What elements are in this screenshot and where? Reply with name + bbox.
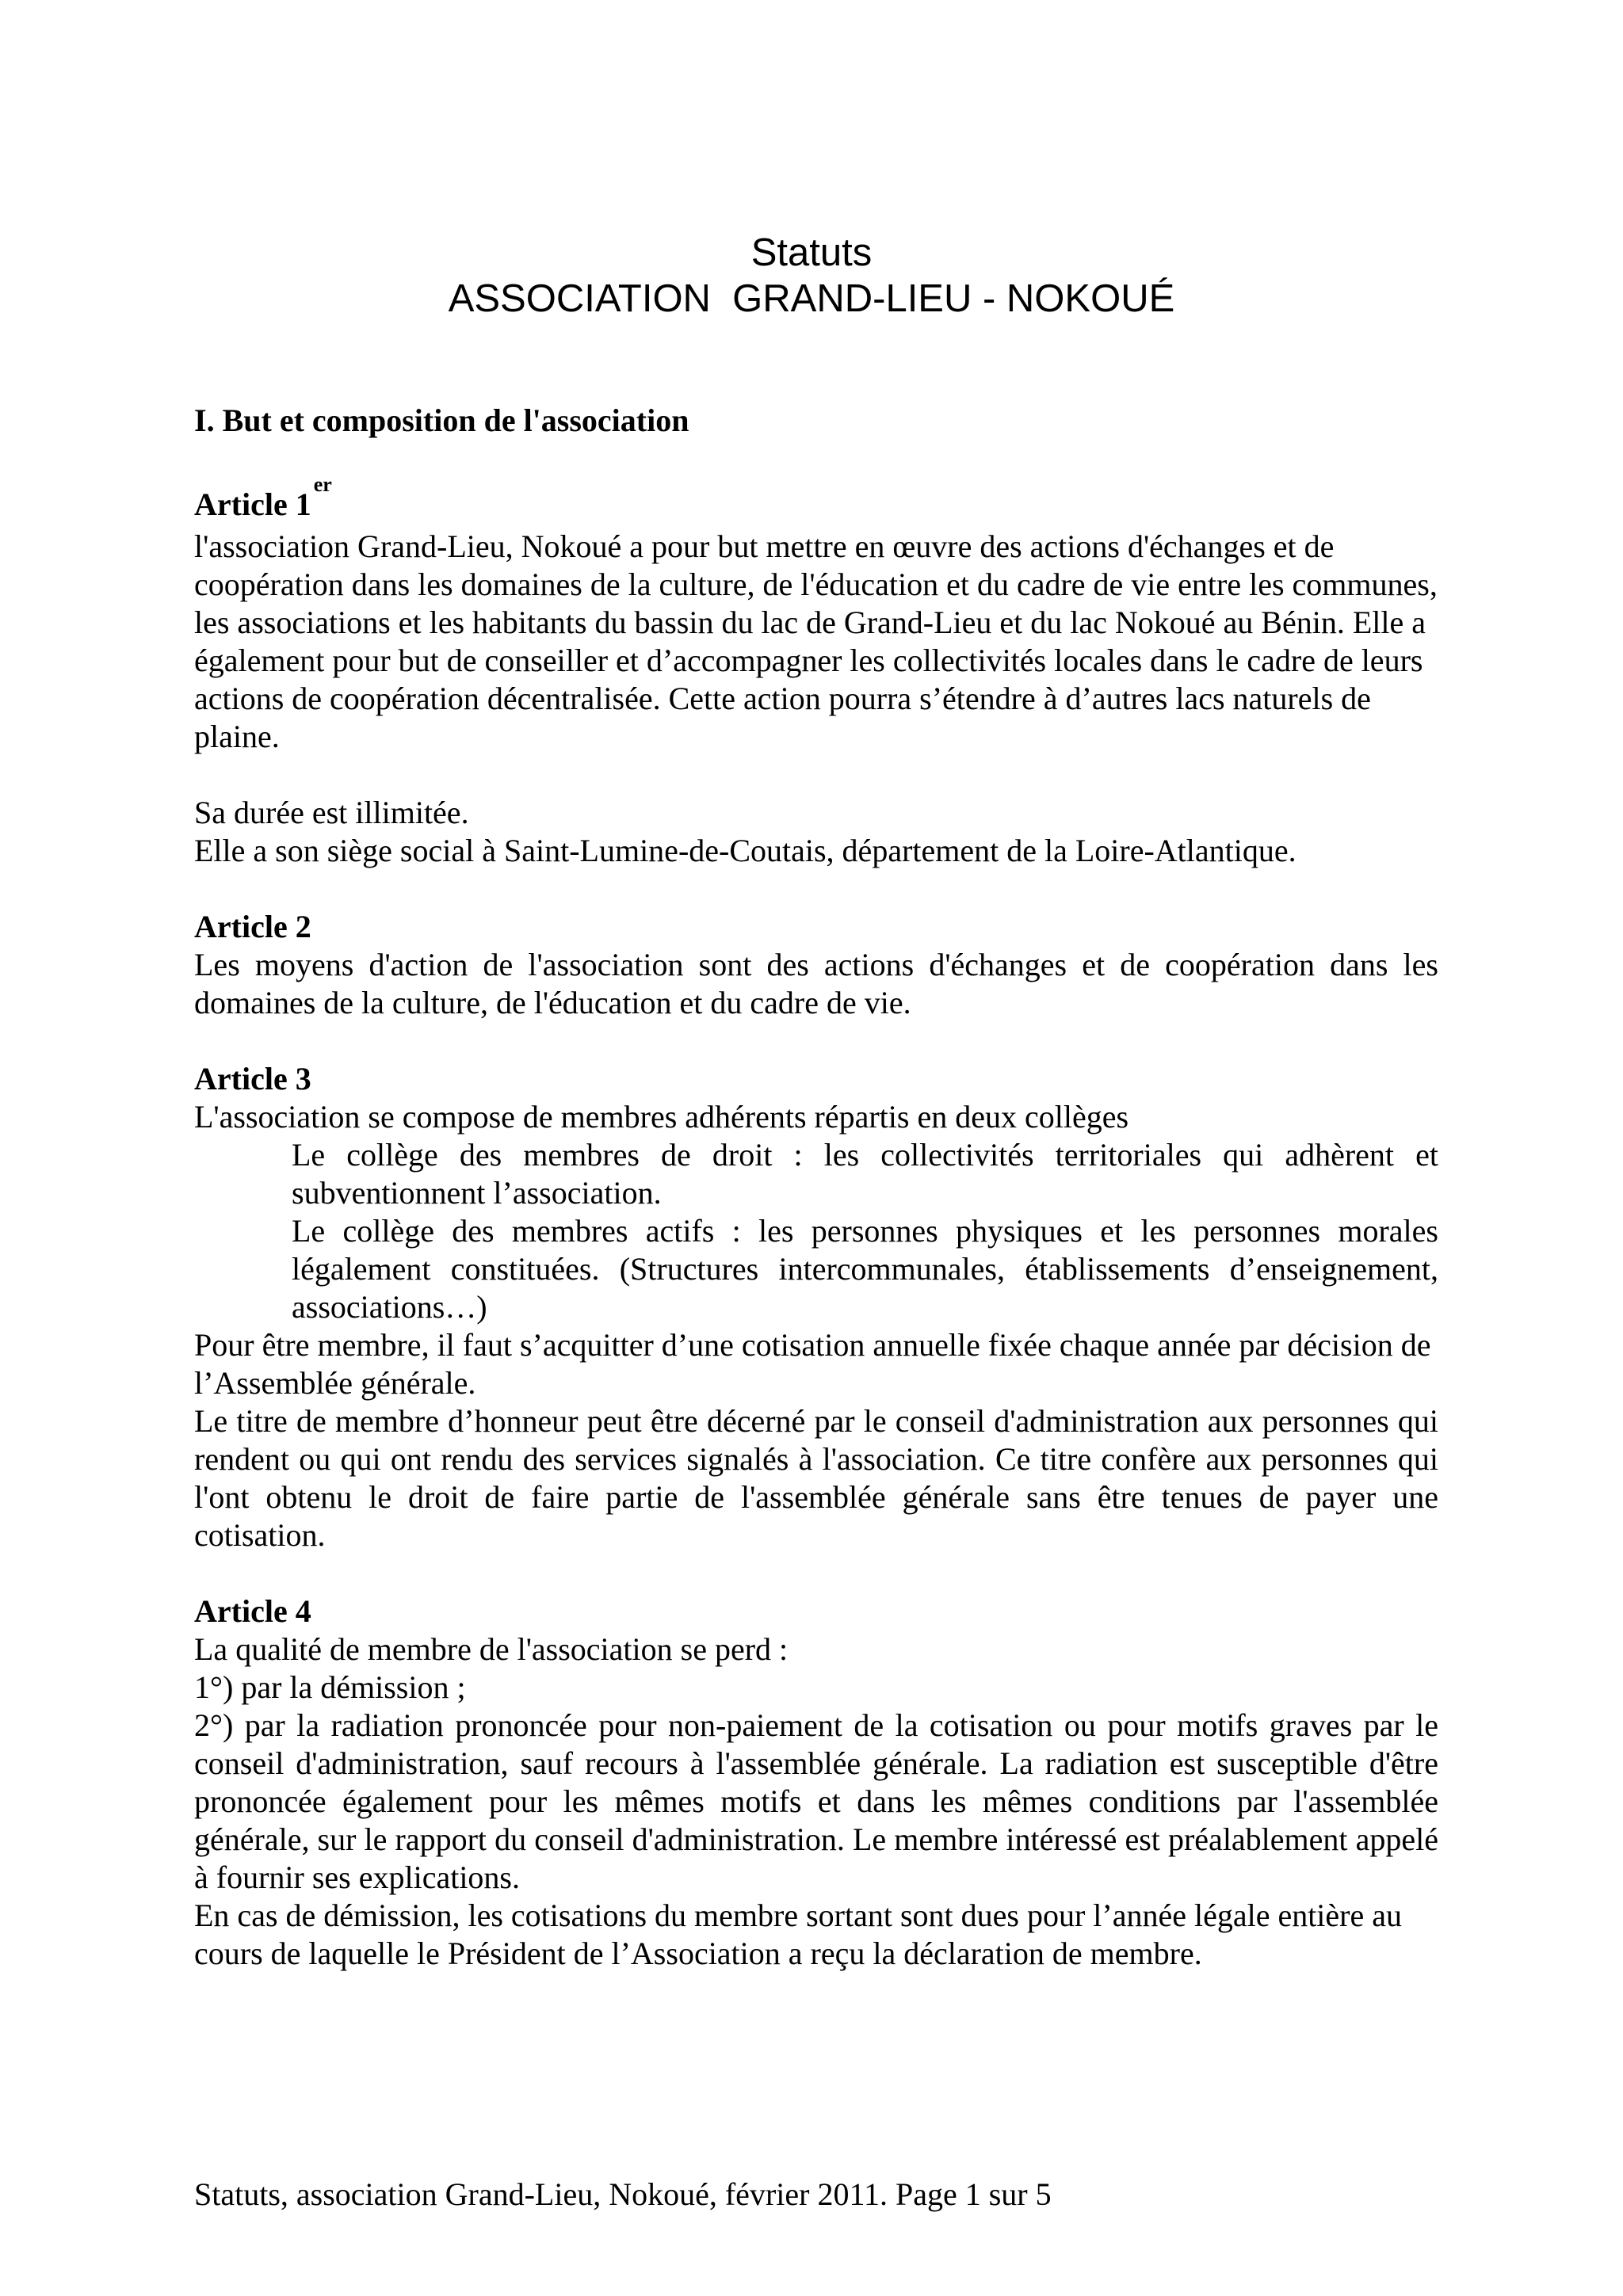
- document-title: [0, 230, 1623, 322]
- article-3-college-droit: Le collège des membres de droit : les collectivités territoriales qui adhèrent et subventionnent l’association.: [292, 1137, 1438, 1211]
- article-3-intro: L'association se compose de membres adhérents répartis en deux collèges: [194, 1099, 1129, 1135]
- article-3-college-actifs: Le collège des membres actifs : les personnes physiques et les personnes morales légalement constituées. (Structures intercommunales, établissements d’enseignement, associations…): [292, 1213, 1438, 1325]
- article-4-heading: Article 4: [194, 1593, 311, 1629]
- article-1-heading-sup: er: [313, 473, 332, 496]
- article-3-honneur: Le titre de membre d’honneur peut être décerné par le conseil d'administration aux personnes qui rendent ou qui ont rendu des services signalés à l'association. Ce titre confère aux personnes qui l'ont obtenu le droit de faire partie de l'assemblée générale sans être tenues de payer une cotisation.: [194, 1403, 1438, 1553]
- title-line-association: ASSOCIATION GRAND-LIEU - NOKOUÉ: [448, 277, 1175, 320]
- document-body: [194, 402, 1438, 1973]
- article-3: [194, 1060, 1438, 1554]
- article-4-demission: En cas de démission, les cotisations du membre sortant sont dues pour l’année légale entière au cours de laquelle le Président de l’Association a reçu la déclaration de membre.: [194, 1897, 1403, 1971]
- article-1-paragraph: l'association Grand-Lieu, Nokoué a pour but mettre en œuvre des actions d'échanges et de coopération dans les domaines de la culture, de l'éducation et du cadre de vie entre les communes, les associations et les habitants du bassin du lac de Grand-Lieu et du lac Nokoué au Bénin. Elle a également pour but de conseiller et d’accompagner les collectivités locales dans le cadre de leurs actions de coopération décentralisée. Cette action pourra s’étendre à d’autres lacs naturels de plaine.: [194, 528, 1438, 754]
- article-4-item-1: 1°) par la démission ;: [194, 1669, 466, 1705]
- section-heading: I. But et composition de l'association: [194, 402, 689, 438]
- article-2-paragraph: Les moyens d'action de l'association sont des actions d'échanges et de coopération dans les domaines de la culture, de l'éducation et du cadre de vie.: [194, 947, 1438, 1020]
- article-2-heading: Article 2: [194, 909, 311, 944]
- article-3-cotisation: Pour être membre, il faut s’acquitter d’une cotisation annuelle fixée chaque année par décision de l’Assemblée générale.: [194, 1327, 1431, 1401]
- article-4: [194, 1592, 1438, 1973]
- article-1-seat: Elle a son siège social à Saint-Lumine-de-Coutais, département de la Loire-Atlantique.: [194, 833, 1296, 868]
- article-4-item-2: 2°) par la radiation prononcée pour non-paiement de la cotisation ou pour motifs graves par le conseil d'administration, sauf recours à l'assemblée générale. La radiation est susceptible d'être prononcée également pour les mêmes motifs et dans les mêmes conditions par l'assemblée générale, sur le rapport du conseil d'administration. Le membre intéressé est préalablement appelé à fournir ses explications.: [194, 1707, 1438, 1895]
- title-line-statuts: Statuts: [750, 231, 873, 274]
- article-2: [194, 908, 1438, 1022]
- article-4-intro: La qualité de membre de l'association se perd :: [194, 1631, 789, 1667]
- page-footer: Statuts, association Grand-Lieu, Nokoué, février 2011. Page 1 sur 5: [194, 2176, 1052, 2212]
- article-1-heading: [194, 473, 1438, 528]
- article-3-heading: Article 3: [194, 1061, 311, 1097]
- article-1: [194, 473, 1438, 870]
- article-1-heading-text: Article 1: [194, 486, 311, 522]
- article-1-duration: Sa durée est illimitée.: [194, 795, 469, 830]
